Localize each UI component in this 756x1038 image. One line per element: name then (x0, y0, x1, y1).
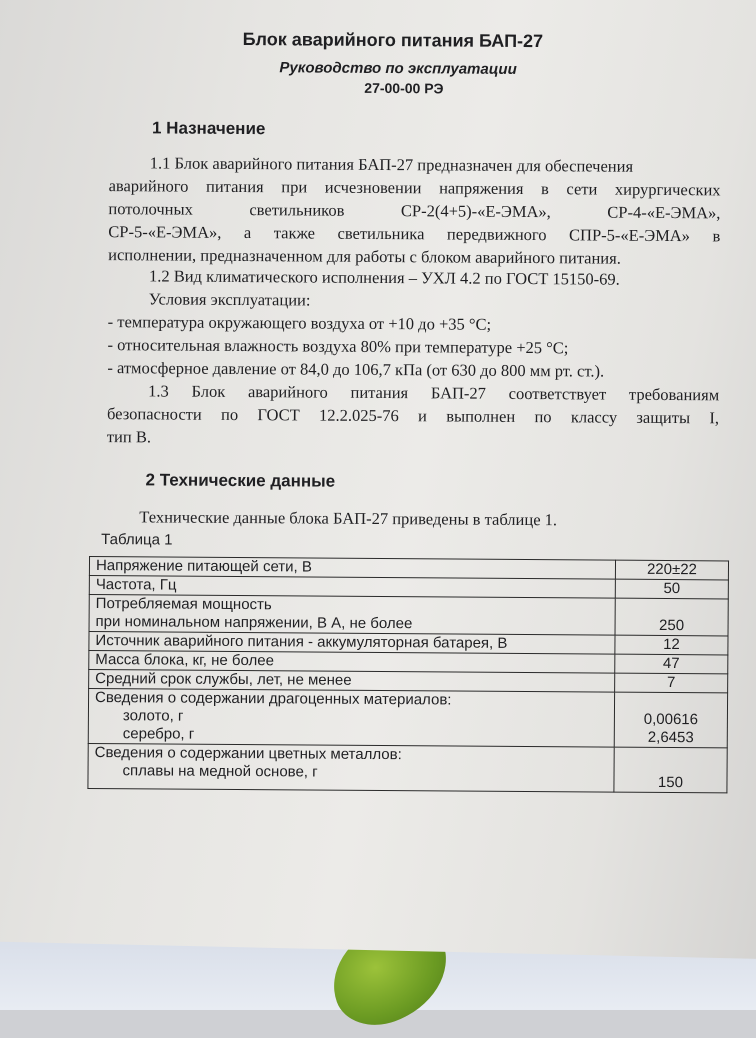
conditions-label: Условия эксплуатации: (148, 289, 311, 310)
row-value: 220±22 (615, 560, 728, 580)
paragraph-1-line-5: исполнении, предназначенном для работы с блоком аварийного питания. (108, 245, 621, 268)
row-value: 7 (615, 673, 728, 693)
row-value: 150 (614, 747, 727, 793)
section-2-intro: Технические данные блока БАП-27 приведены в таблице 1. (139, 507, 558, 530)
table-row (88, 743, 727, 792)
condition-humidity: - относительная влажность воздуха 80% при температуре +25 °С; (107, 335, 569, 358)
table-row (88, 688, 727, 747)
document-title: Блок аварийного питания БАП-27 (242, 29, 544, 52)
paragraph-3-line-3: тип В. (106, 427, 152, 447)
row-label: Средний срок службы, лет, не менее (89, 669, 615, 692)
row-label-multiline (88, 688, 614, 747)
paragraph-3-line-1: 1.3 Блок аварийного питания БАП-27 соответствует требованиям (148, 381, 720, 405)
row-value-silver: 2,6453 (647, 728, 694, 747)
paragraph-1-line-4: СР-5-«Е-ЭМА», а также светильника передвижного СПР-5-«Е-ЭМА» в (108, 222, 721, 246)
row-value: 250 (615, 598, 728, 636)
tech-data-table (87, 556, 729, 793)
row-label: Источник аварийного питания - аккумуляторная батарея, В (89, 631, 615, 654)
paragraph-1-line-1: 1.1 Блок аварийного питания БАП-27 предназначен для обеспечения (149, 153, 634, 176)
row-value: 12 (615, 635, 728, 655)
row-sub-copper: сплавы на медной основе, г (122, 762, 318, 781)
section-1-heading: 1 Назначение (151, 118, 266, 139)
document-subtitle: Руководство по эксплуатации (279, 59, 517, 78)
table-row (89, 594, 728, 635)
row-label: Потребляемая мощность (95, 595, 272, 614)
row-label: Сведения о содержании цветных металлов: (94, 744, 402, 764)
row-sub-gold: золото, г (122, 707, 184, 725)
paragraph-2: 1.2 Вид климатического исполнения – УХЛ 4.2 по ГОСТ 15150-69. (148, 266, 620, 289)
row-value-gold: 0,00616 (643, 710, 699, 729)
paragraph-3-line-2: безопасности по ГОСТ 12.2.025-76 и выполнен по классу защиты I, (106, 404, 720, 428)
document-number: 27-00-00 РЭ (364, 79, 444, 97)
paragraph-1-line-3: потолочных светильников СР-2(4+5)-«Е-ЭМА», СР-4-«Е-ЭМА», (108, 199, 721, 223)
row-value: 50 (615, 579, 728, 599)
row-label: Напряжение питающей сети, В (89, 556, 615, 579)
table-caption: Таблица 1 (101, 531, 173, 549)
row-value: 47 (615, 654, 728, 674)
condition-temperature: - температура окружающего воздуха от +10 до +35 °С; (107, 312, 492, 334)
row-sub-silver: серебро, г (122, 725, 195, 743)
row-label: Масса блока, кг, не более (89, 650, 615, 673)
paragraph-1-line-2: аварийного питания при исчезновении напряжения в сети хирургических (108, 176, 721, 200)
row-label: Частота, Гц (89, 575, 615, 598)
section-2-heading: 2 Технические данные (145, 470, 336, 491)
condition-pressure: - атмосферное давление от 84,0 до 106,7 кПа (от 630 до 800 мм рт. ст.). (107, 358, 605, 381)
row-label: Сведения о содержании драгоценных материалов: (94, 689, 452, 709)
row-value-pair (614, 692, 727, 748)
row-label-multiline (88, 743, 614, 792)
row-label-multiline (89, 594, 615, 635)
row-label-continued: при номинальном напряжении, В А, не более (95, 613, 413, 633)
